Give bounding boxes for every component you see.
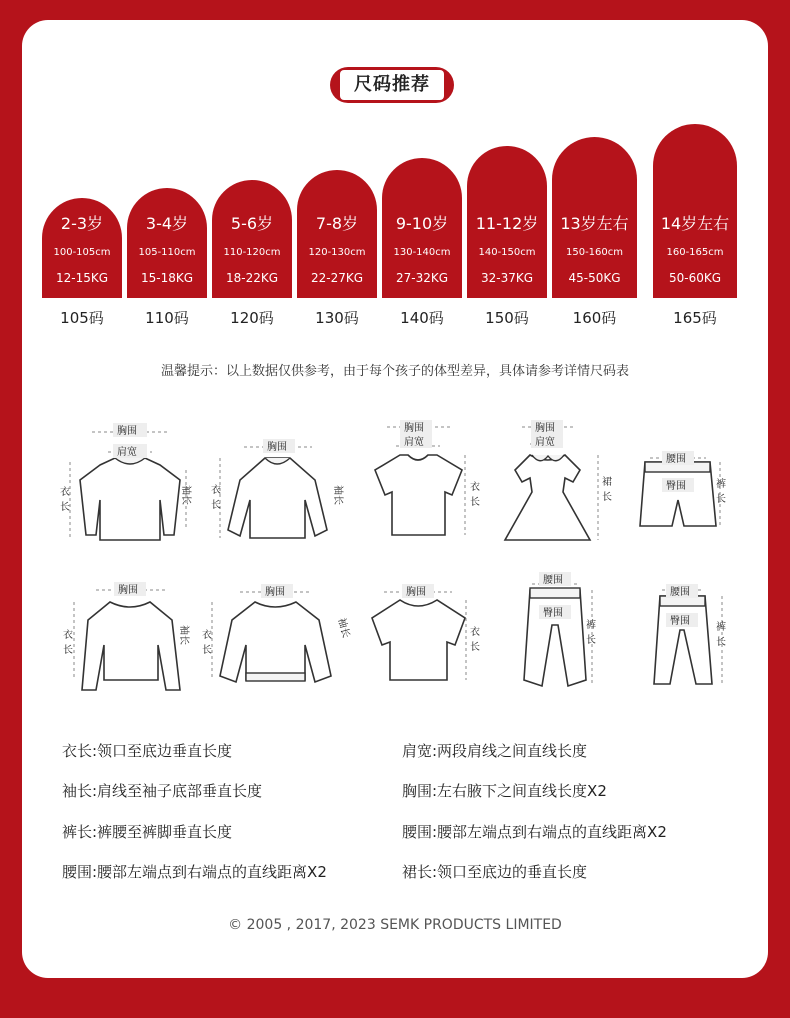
- weight-range: 27-32KG: [395, 271, 449, 285]
- height-range: 150-160cm: [565, 247, 624, 258]
- height-range: 140-150cm: [478, 247, 536, 258]
- size-label: 140码: [400, 309, 444, 327]
- svg-text:臀围: 臀围: [543, 608, 563, 619]
- svg-text:胸围: 胸围: [118, 585, 138, 596]
- size-label: 120码: [230, 309, 274, 327]
- svg-text:长: 长: [470, 497, 480, 508]
- svg-text:肩宽: 肩宽: [535, 437, 555, 448]
- svg-text:腰围: 腰围: [666, 454, 686, 465]
- size-label: 165码: [673, 309, 717, 327]
- age-label: 14岁左右: [660, 214, 730, 233]
- shoulder-label: 肩宽: [117, 447, 137, 458]
- svg-text:裤: 裤: [716, 622, 726, 633]
- svg-text:袖长: 袖长: [335, 616, 352, 640]
- age-label: 2-3岁: [60, 214, 104, 233]
- size-label: 110码: [145, 309, 189, 327]
- page-title: 尺码推荐: [340, 70, 444, 100]
- svg-text:袖长: 袖长: [178, 625, 189, 645]
- svg-text:长: 长: [716, 494, 726, 505]
- weight-range: 12-15KG: [55, 271, 109, 285]
- svg-text:臀围: 臀围: [666, 481, 686, 492]
- height-range: 130-140cm: [393, 247, 451, 258]
- size-label: 160码: [572, 309, 617, 327]
- definition-shoulder: 肩宽:两段肩线之间直线长度: [402, 742, 588, 760]
- weight-range: 18-22KG: [225, 271, 279, 285]
- svg-text:臀围: 臀围: [670, 616, 690, 627]
- svg-text:长: 长: [211, 500, 221, 511]
- svg-text:衣: 衣: [63, 630, 73, 641]
- svg-text:腰围: 腰围: [543, 575, 563, 586]
- weight-range: 22-27KG: [310, 271, 364, 285]
- size-label: 105码: [60, 309, 104, 327]
- jogger-pants-diagram: [524, 572, 596, 686]
- shorts-diagram: [640, 451, 726, 526]
- svg-text:长: 长: [602, 492, 612, 503]
- weight-range: 32-37KG: [480, 271, 534, 285]
- definition-waist-2: 腰围:腰部左端点到右端点的直线距离X2: [402, 823, 667, 841]
- svg-text:腰围: 腰围: [670, 587, 690, 598]
- definition-length: 衣长:领口至底边垂直长度: [62, 742, 233, 760]
- age-label: 5-6岁: [230, 214, 274, 233]
- weight-range: 50-60KG: [668, 271, 722, 285]
- height-range: 110-120cm: [223, 247, 281, 258]
- svg-text:衣: 衣: [470, 627, 480, 638]
- svg-text:衣: 衣: [470, 482, 480, 493]
- tip-text: 温馨提示：以上数据仅供参考，由于每个孩子的体型差异，具体请参考详情尺码表: [160, 364, 629, 379]
- svg-text:胸围: 胸围: [535, 423, 555, 434]
- pullover-diagram-1: [63, 582, 191, 690]
- dress-diagram: [505, 420, 612, 540]
- age-label: 13岁左右: [560, 214, 629, 233]
- age-label: 3-4岁: [145, 214, 189, 233]
- svg-text:胸围: 胸围: [404, 423, 424, 434]
- svg-text:长: 长: [470, 642, 480, 653]
- svg-text:长: 长: [586, 635, 596, 646]
- svg-text:胸围: 胸围: [406, 587, 426, 598]
- size-label: 130码: [315, 309, 359, 327]
- svg-text:裤: 裤: [716, 479, 726, 490]
- height-range: 100-105cm: [53, 247, 111, 258]
- definition-pants: 裤长:裤腰至裤脚垂直长度: [62, 823, 233, 841]
- definition-sleeve: 袖长:肩线至袖子底部垂直长度: [62, 782, 263, 800]
- age-label: 9-10岁: [395, 214, 449, 233]
- svg-text:衣: 衣: [211, 485, 221, 496]
- weight-range: 15-18KG: [140, 271, 194, 285]
- svg-text:裙: 裙: [602, 477, 612, 488]
- svg-text:长: 长: [202, 645, 212, 656]
- age-label: 11-12岁: [475, 214, 539, 233]
- svg-text:长: 长: [63, 645, 73, 656]
- sweatshirt-diagram-2: [202, 584, 353, 682]
- svg-text:肩宽: 肩宽: [404, 437, 424, 448]
- height-range: 120-130cm: [308, 247, 366, 258]
- definition-skirt: 裙长:领口至底边的垂直长度: [402, 863, 588, 881]
- chest-label: 胸围: [117, 426, 137, 437]
- age-label: 7-8岁: [315, 214, 359, 233]
- sweatshirt-diagram-1: [60, 423, 193, 540]
- height-range: 105-110cm: [138, 247, 196, 258]
- size-label: 150码: [485, 309, 529, 327]
- svg-text:裤: 裤: [586, 620, 596, 631]
- svg-text:衣: 衣: [60, 487, 70, 498]
- raglan-shirt-diagram: [211, 439, 345, 538]
- tshirt-diagram-1: [375, 420, 480, 535]
- svg-text:袖长: 袖长: [180, 485, 191, 505]
- definition-waist: 腰围:腰部左端点到右端点的直线距离X2: [62, 863, 327, 881]
- height-range: 160-165cm: [666, 247, 724, 258]
- svg-text:长: 长: [60, 502, 70, 513]
- svg-text:胸围: 胸围: [265, 587, 285, 598]
- leggings-diagram: [654, 584, 726, 684]
- svg-text:衣: 衣: [202, 630, 212, 641]
- definition-chest: 胸围:左右腋下之间直线长度X2: [402, 782, 607, 800]
- svg-text:胸围: 胸围: [267, 442, 287, 453]
- weight-range: 45-50KG: [568, 271, 621, 285]
- svg-text:袖长: 袖长: [332, 485, 343, 505]
- tshirt-diagram-2: [372, 584, 480, 680]
- svg-text:长: 长: [716, 637, 726, 648]
- copyright-text: © 2005 , 2017, 2023 SEMK PRODUCTS LIMITED: [228, 917, 562, 933]
